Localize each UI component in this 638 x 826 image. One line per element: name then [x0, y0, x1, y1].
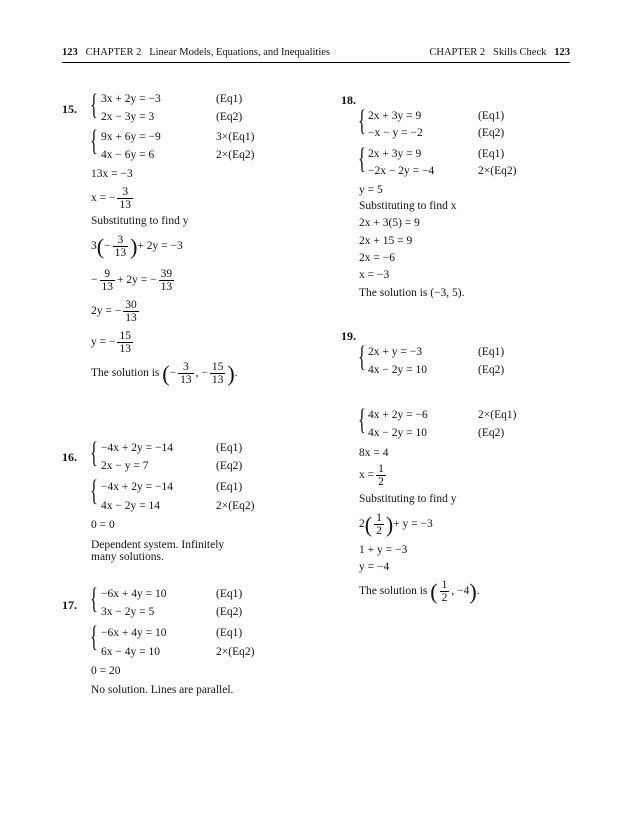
p17-scaled-eq2: 6x − 4y = 10 — [101, 646, 160, 658]
p18-solution: The solution is (−3, 5). — [359, 287, 465, 299]
p18-eq2-label: (Eq2) — [478, 127, 505, 139]
p15-eq2: 2x − 3y = 3 — [101, 111, 155, 123]
chapter-title: Linear Models, Equations, and Inequalities — [149, 47, 331, 58]
p16-note-line1: Dependent system. Infinitely — [91, 539, 225, 551]
chapter-label-left: CHAPTER 2 — [85, 47, 142, 58]
p15-x-value: x = − $\frac{3}{13}$ — [91, 186, 131, 211]
p17-eq1: −6x + 4y = 10 — [101, 588, 167, 600]
brace-19b: { — [358, 403, 366, 436]
header-right — [429, 47, 570, 58]
p15-scaled-eq1-label: 3×(Eq1) — [216, 131, 255, 143]
p18-x-value: x = −3 — [359, 269, 390, 281]
p16-eq1-label: (Eq1) — [216, 442, 243, 454]
p19-sum: 8x = 4 — [359, 447, 389, 459]
p17-scaled-eq1: −6x + 4y = 10 — [101, 627, 167, 639]
p15-scaled-eq1: 9x + 6y = −9 — [101, 131, 161, 143]
p18-step1: 2x + 3(5) = 9 — [359, 217, 420, 229]
p18-scaled-eq1-label: (Eq1) — [478, 148, 505, 160]
p18-scaled-eq2: −2x − 2y = −4 — [368, 165, 435, 177]
p15-sub-line3: 2y = − $\frac{30}{13}$ — [91, 299, 137, 324]
p19-eq2: 4x − 2y = 10 — [368, 364, 427, 376]
header-rule — [62, 62, 570, 63]
p18-scaled-eq2-label: 2×(Eq2) — [478, 165, 517, 177]
p16-eq2: 2x − y = 7 — [101, 460, 149, 472]
p15-scaled-eq2: 4x − 6y = 6 — [101, 149, 155, 161]
p19-eq2-label: (Eq2) — [478, 364, 505, 376]
section-title: Skills Check — [492, 47, 547, 58]
p18-step3: 2x = −6 — [359, 252, 395, 264]
p17-eq2-label: (Eq2) — [216, 606, 243, 618]
p15-eq2-label: (Eq2) — [216, 111, 243, 123]
p15-eq1: 3x + 2y = −3 — [101, 93, 161, 105]
p18-step2: 2x + 15 = 9 — [359, 235, 413, 247]
p15-scaled-eq2-label: 2×(Eq2) — [216, 149, 255, 161]
p19-scaled-eq2: 4x − 2y = 10 — [368, 427, 427, 439]
problem-15-number: 15. — [62, 102, 77, 116]
p15-sum: 13x = −3 — [91, 168, 133, 180]
p15-solution: The solution is (− $\frac{3}{13}$ , − $\frac{15}{13}$ ). — [91, 361, 238, 386]
p18-sub-label: Substituting to find x — [359, 200, 457, 212]
p17-scaled-eq1-label: (Eq1) — [216, 627, 243, 639]
p17-eq2: 3x − 2y = 5 — [101, 606, 155, 618]
p15-sub-label: Substituting to find y — [91, 215, 189, 227]
problem-19-number: 19. — [341, 329, 356, 343]
p18-y-value: y = 5 — [359, 184, 383, 196]
brace-19a: { — [358, 340, 366, 373]
p19-x-value: x = $\frac{1}{2}$ — [359, 463, 384, 488]
p17-eq1-label: (Eq1) — [216, 588, 243, 600]
p15-sub-line2: − $\frac{9}{13}$ + 2y = − $\frac{39}{13}$ — [91, 268, 173, 293]
brace-16b: { — [90, 474, 98, 507]
brace-18a: { — [358, 104, 366, 137]
page-number-left: 123 — [62, 47, 78, 58]
p16-eq1: −4x + 2y = −14 — [101, 442, 173, 454]
brace-16a: { — [90, 436, 98, 469]
p19-scaled-eq2-label: (Eq2) — [478, 427, 505, 439]
p16-sum: 0 = 0 — [91, 519, 115, 531]
p17-note: No solution. Lines are parallel. — [91, 684, 234, 696]
p15-sub-line1: 3(− $\frac{3}{13}$ )+ 2y = −3 — [91, 234, 183, 259]
brace-17a: { — [90, 582, 98, 615]
p19-eq1-label: (Eq1) — [478, 346, 505, 358]
p15-eq1-label: (Eq1) — [216, 93, 243, 105]
chapter-label-right: CHAPTER 2 — [429, 47, 486, 58]
brace-15a: { — [90, 88, 98, 121]
p16-scaled-eq2: 4x − 2y = 14 — [101, 500, 160, 512]
p19-scaled-eq1-label: 2×(Eq1) — [478, 409, 517, 421]
problem-18-number: 18. — [341, 93, 356, 107]
p18-eq1-label: (Eq1) — [478, 110, 505, 122]
p19-sub-label: Substituting to find y — [359, 493, 457, 505]
p16-scaled-eq1: −4x + 2y = −14 — [101, 481, 173, 493]
p17-scaled-eq2-label: 2×(Eq2) — [216, 646, 255, 658]
p16-note-line2: many solutions. — [91, 551, 164, 563]
p19-step2: 1 + y = −3 — [359, 544, 408, 556]
problem-16-number: 16. — [62, 450, 77, 464]
problem-17-number: 17. — [62, 598, 77, 612]
p15-y-value: y = − $\frac{15}{13}$ — [91, 330, 131, 355]
p18-eq2: −x − y = −2 — [368, 127, 423, 139]
p16-scaled-eq2-label: 2×(Eq2) — [216, 500, 255, 512]
p19-eq1: 2x + y = −3 — [368, 346, 422, 358]
p18-scaled-eq1: 2x + 3y = 9 — [368, 148, 422, 160]
brace-18b: { — [358, 142, 366, 175]
p19-scaled-eq1: 4x + 2y = −6 — [368, 409, 428, 421]
p16-eq2-label: (Eq2) — [216, 460, 243, 472]
p16-scaled-eq1-label: (Eq1) — [216, 481, 243, 493]
p18-eq1: 2x + 3y = 9 — [368, 110, 422, 122]
p19-y-value: y = −4 — [359, 561, 390, 573]
brace-15b: { — [90, 124, 98, 157]
page-number-right: 123 — [554, 47, 570, 58]
brace-17b: { — [90, 620, 98, 653]
header-left — [62, 47, 330, 58]
p17-sum: 0 = 20 — [91, 665, 121, 677]
p19-sub-line1: 2( $\frac{1}{2}$ )+ y = −3 — [359, 512, 433, 537]
p19-solution: The solution is ( $\frac{1}{2}$ , −4). — [359, 579, 480, 604]
